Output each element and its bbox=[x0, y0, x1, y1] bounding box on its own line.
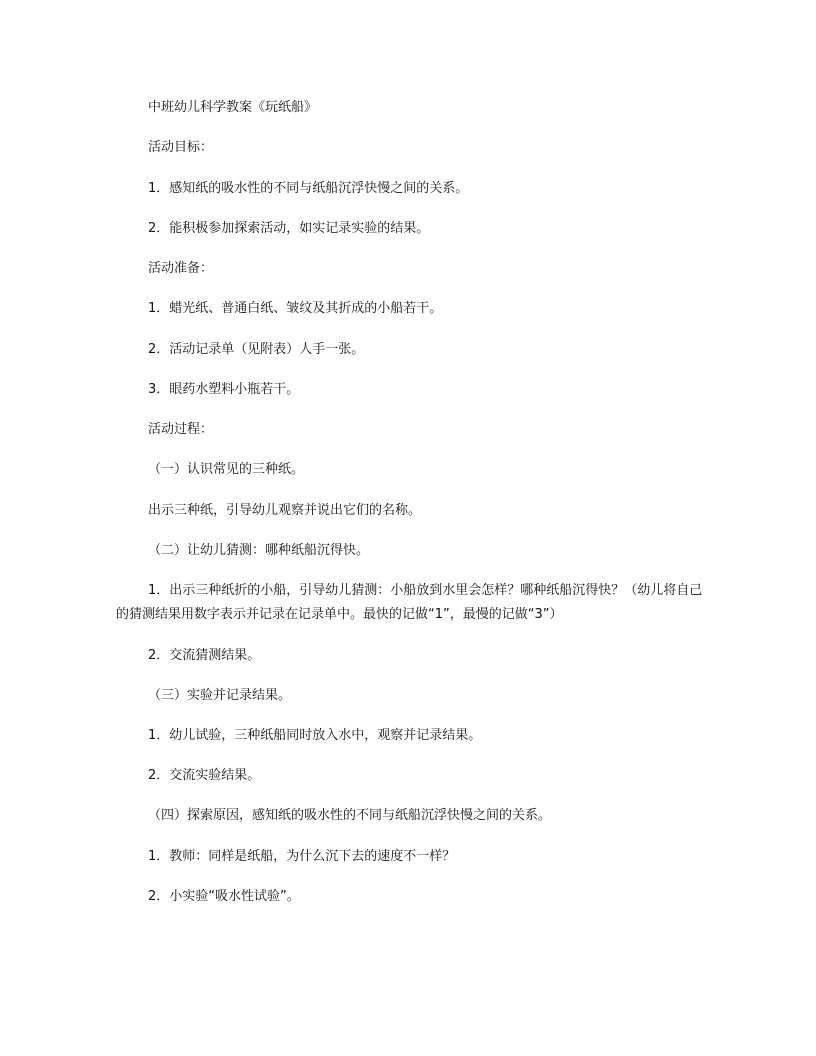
step-3-item-1: 1．幼儿试验，三种纸船同时放入水中，观察并记录结果。 bbox=[148, 728, 482, 743]
step-3-title: （三）实验并记录结果。 bbox=[148, 688, 292, 703]
step-1-text: 出示三种纸，引导幼儿观察并说出它们的名称。 bbox=[148, 503, 422, 518]
step-1-title: （一）认识常见的三种纸。 bbox=[148, 462, 305, 477]
document-title: 中班幼儿科学教案《玩纸船》 bbox=[148, 100, 318, 115]
step-4-title: （四）探索原因，感知纸的吸水性的不同与纸船沉浮快慢之间的关系。 bbox=[148, 808, 552, 823]
step-3-item-2: 2．交流实验结果。 bbox=[148, 768, 261, 783]
step-4-item-2: 2．小实验“吸水性试验”。 bbox=[148, 889, 300, 904]
step-2-title: （二）让幼儿猜测：哪种纸船沉得快。 bbox=[148, 543, 370, 558]
process-heading: 活动过程： bbox=[148, 422, 214, 437]
step-4-item-1: 1．教师：同样是纸船，为什么沉下去的速度不一样？ bbox=[148, 849, 456, 864]
prep-item-1: 1．蜡光纸、普通白纸、皱纹及其折成的小船若干。 bbox=[148, 301, 443, 316]
goal-item-2: 2．能积极参加探索活动，如实记录实验的结果。 bbox=[148, 221, 430, 236]
step-2-item-1: 1．出示三种纸折的小船，引导幼儿猜测：小船放到水里会怎样？哪种纸船沉得快？（幼儿将自己的猜测结果用数字表示并记录在记录单中。最快的记做“1”，最慢的记做“3”） bbox=[116, 583, 703, 622]
prep-item-2: 2．活动记录单（见附表）人手一张。 bbox=[148, 342, 365, 357]
step-2-item-2: 2．交流猜测结果。 bbox=[148, 648, 261, 663]
prep-item-3: 3．眼药水塑料小瓶若干。 bbox=[148, 382, 300, 397]
prep-heading: 活动准备： bbox=[148, 261, 214, 276]
goals-heading: 活动目标： bbox=[148, 140, 214, 155]
goal-item-1: 1．感知纸的吸水性的不同与纸船沉浮快慢之间的关系。 bbox=[148, 181, 469, 196]
